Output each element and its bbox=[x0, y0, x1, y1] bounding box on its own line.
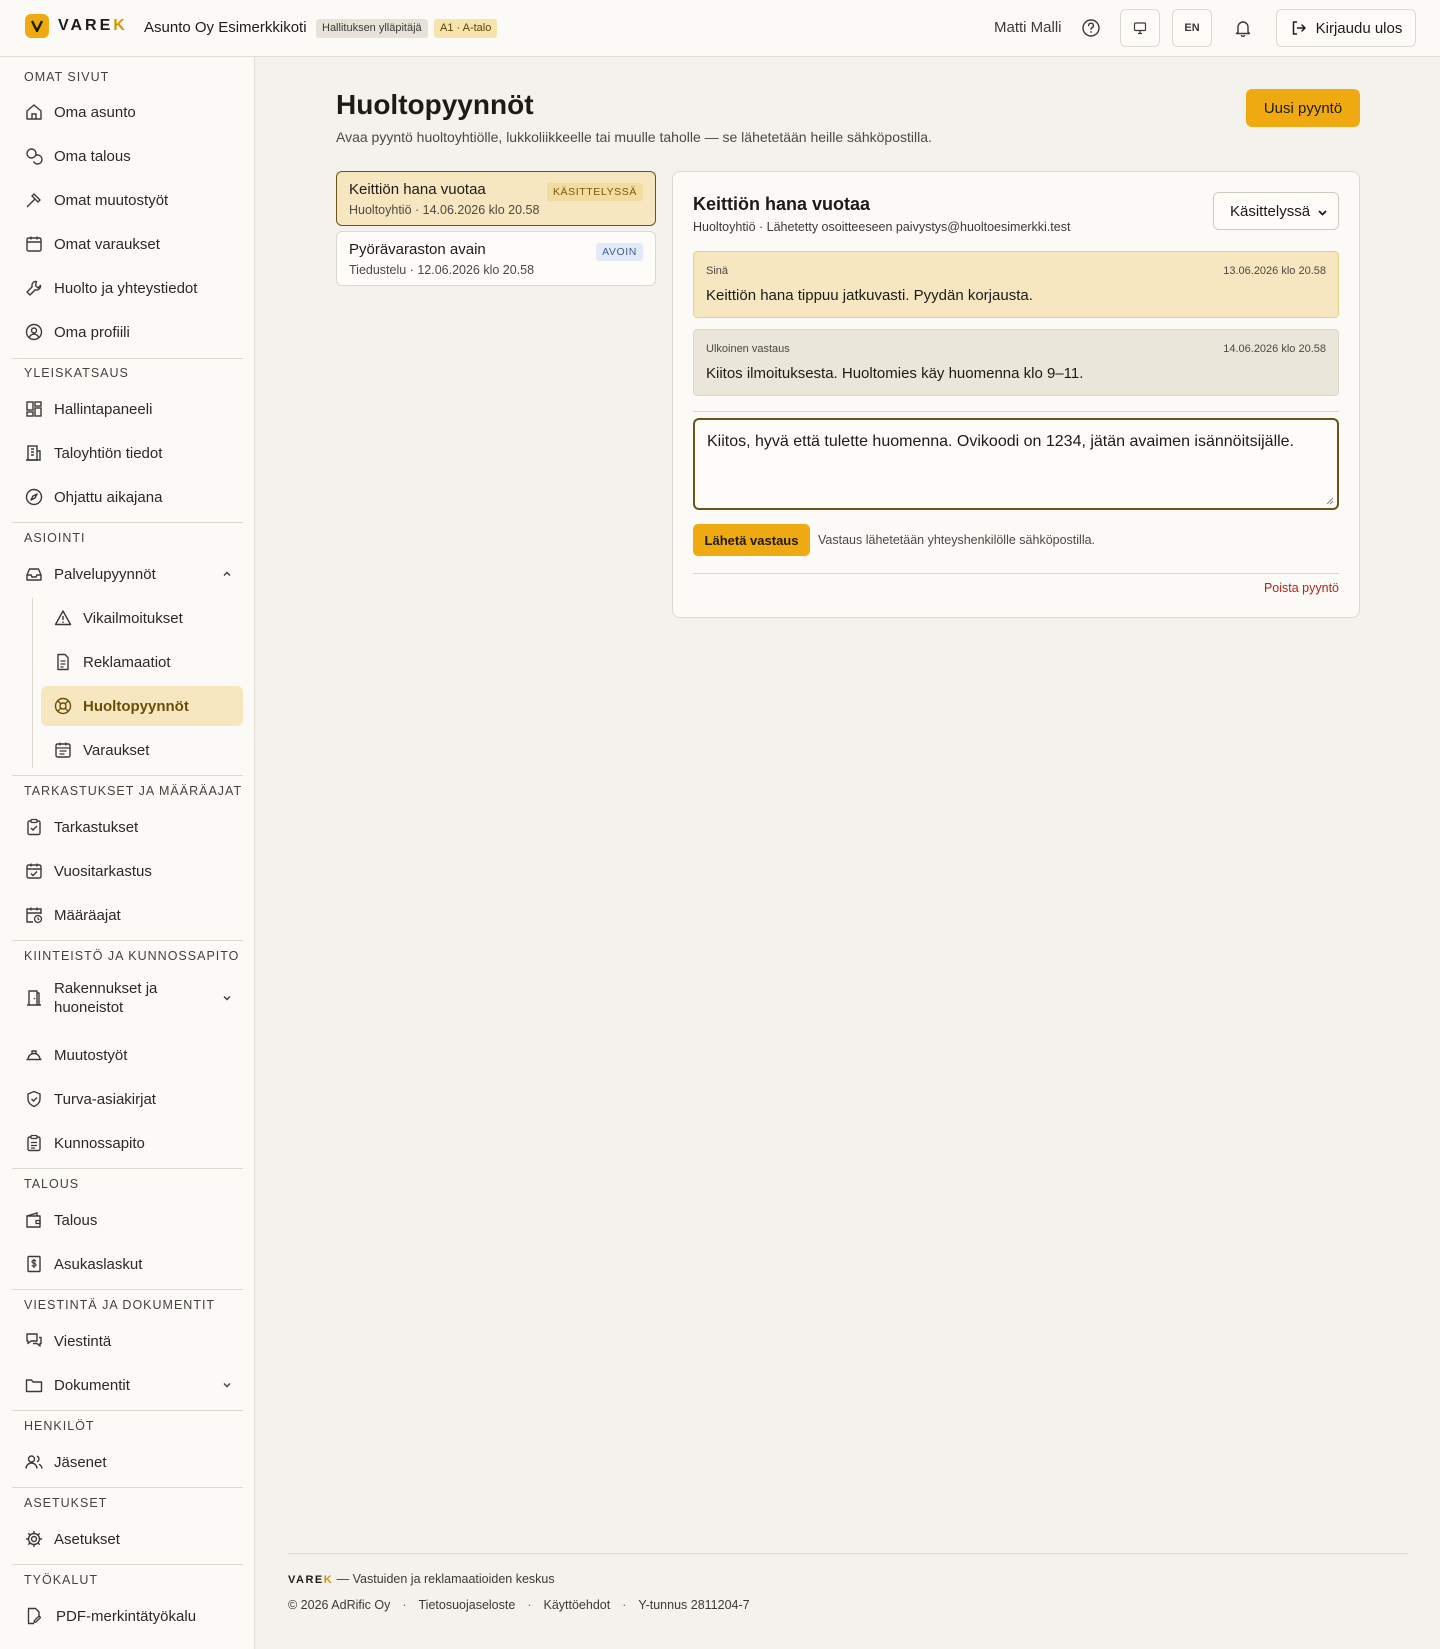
message-body: Keittiön hana tippuu jatkuvasti. Pyydän korjausta. bbox=[706, 287, 1033, 304]
sidebar-item-label: Omat varaukset bbox=[54, 235, 160, 253]
sidebar-item-asukaslaskut[interactable] bbox=[12, 1244, 243, 1284]
footer-terms-link[interactable]: Käyttöehdot bbox=[543, 1598, 611, 1612]
dashboard-icon bbox=[24, 399, 44, 419]
section-tools: TYÖKALUT bbox=[24, 1573, 98, 1587]
sidebar-item-tarkastukset[interactable] bbox=[12, 807, 243, 847]
door-icon bbox=[24, 988, 44, 1008]
sidebar bbox=[0, 57, 255, 1649]
sidebar-item-oma-talous[interactable] bbox=[12, 136, 243, 176]
divider bbox=[12, 522, 243, 523]
brand-wordmark: VAREK bbox=[58, 17, 128, 34]
divider bbox=[12, 940, 243, 941]
divider bbox=[12, 1168, 243, 1169]
footer-separator: · bbox=[402, 1598, 407, 1612]
hardhat-icon bbox=[24, 1045, 44, 1065]
request-title: Pyörävaraston avain bbox=[349, 241, 486, 258]
calendar-icon bbox=[24, 234, 44, 254]
logout-button[interactable] bbox=[1276, 9, 1416, 47]
request-meta: Tiedustelu · 12.06.2026 klo 20.58 bbox=[349, 263, 535, 277]
sidebar-item-label: Huoltopyynnöt bbox=[83, 697, 189, 715]
users-icon bbox=[24, 1452, 44, 1472]
sidebar-item-muutostyot[interactable] bbox=[12, 1035, 243, 1075]
unit-badge: A1 · A-talo bbox=[434, 19, 497, 38]
sidebar-item-vuositarkastus[interactable] bbox=[12, 851, 243, 891]
sidebar-item-pdf-tool[interactable] bbox=[12, 1596, 243, 1636]
invoice-dollar-icon bbox=[24, 1254, 44, 1274]
send-hint: Vastaus lähetetään yhteyshenkilölle sähköpostilla. bbox=[818, 533, 1096, 547]
wallet-icon bbox=[24, 1210, 44, 1230]
sidebar-item-label: Määräajat bbox=[54, 906, 121, 924]
sidebar-item-rakennukset[interactable] bbox=[12, 972, 243, 1024]
monitor-icon bbox=[1133, 21, 1147, 35]
sidebar-item-label: Muutostyöt bbox=[54, 1046, 128, 1064]
sidebar-item-label: Vuositarkastus bbox=[54, 862, 152, 880]
sidebar-item-label: Ohjattu aikajana bbox=[54, 488, 163, 506]
message-body: Kiitos ilmoituksesta. Huoltomies käy huomenna klo 9–11. bbox=[706, 365, 1084, 382]
footer-privacy-link[interactable]: Tietosuojaseloste bbox=[418, 1598, 516, 1612]
footer-tagline: — Vastuiden ja reklamaatioiden keskus bbox=[333, 1572, 555, 1586]
calendar-check-icon bbox=[24, 861, 44, 881]
shield-check-icon bbox=[24, 1089, 44, 1109]
top-bar bbox=[0, 0, 1440, 57]
sidebar-item-viestinta[interactable] bbox=[12, 1321, 243, 1361]
sidebar-item-label: Oma asunto bbox=[54, 103, 136, 121]
calendar-clock-icon bbox=[24, 905, 44, 925]
compass-icon bbox=[24, 487, 44, 507]
sidebar-item-label: Vikailmoitukset bbox=[83, 609, 183, 627]
section-finance: TALOUS bbox=[24, 1177, 80, 1191]
sidebar-item-label: Oma profiili bbox=[54, 323, 130, 341]
sidebar-item-palvelupyynnot[interactable] bbox=[12, 554, 243, 594]
sidebar-item-label: Turva-asiakirjat bbox=[54, 1090, 156, 1108]
divider bbox=[693, 573, 1339, 574]
sidebar-item-label: Tarkastukset bbox=[54, 818, 139, 836]
divider bbox=[12, 1564, 243, 1565]
sidebar-item-hallintapaneeli[interactable] bbox=[12, 389, 243, 429]
reply-textarea[interactable] bbox=[693, 418, 1339, 510]
sidebar-item-talous[interactable] bbox=[12, 1200, 243, 1240]
sidebar-item-label: Kunnossapito bbox=[54, 1134, 145, 1152]
section-own: OMAT SIVUT bbox=[24, 70, 110, 84]
logout-icon bbox=[1290, 19, 1308, 37]
sidebar-item-dokumentit[interactable] bbox=[12, 1365, 243, 1405]
coins-icon bbox=[24, 146, 44, 166]
gear-icon bbox=[24, 1529, 44, 1549]
sidebar-item-huoltopyynnot[interactable] bbox=[41, 686, 243, 726]
section-people: HENKILÖT bbox=[24, 1419, 95, 1433]
sidebar-item-label: Taloyhtiön tiedot bbox=[54, 444, 163, 462]
section-comms: VIESTINTÄ JA DOKUMENTIT bbox=[24, 1298, 216, 1312]
submenu-guide-line bbox=[32, 598, 33, 768]
brand-v-icon bbox=[25, 14, 49, 38]
send-reply-button[interactable]: Lähetä vastaus bbox=[693, 524, 810, 556]
message-author: Sinä bbox=[706, 265, 729, 277]
delete-request-link[interactable]: Poista pyyntö bbox=[1263, 581, 1339, 595]
status-select-value: Käsittelyssä bbox=[1230, 202, 1311, 220]
chevron-down-icon bbox=[221, 1379, 233, 1391]
footer-links bbox=[288, 1598, 750, 1612]
divider bbox=[12, 1289, 243, 1290]
home-icon bbox=[24, 102, 44, 122]
file-pen-icon bbox=[24, 1606, 44, 1626]
sidebar-item-label-line2: huoneistot bbox=[54, 999, 124, 1016]
sidebar-item-label: Omat muutostyöt bbox=[54, 191, 169, 209]
request-detail-panel bbox=[672, 171, 1360, 618]
sidebar-item-omat-varaukset[interactable] bbox=[12, 224, 243, 264]
sidebar-item-label: Talous bbox=[54, 1211, 98, 1229]
language-button[interactable]: EN bbox=[1172, 9, 1212, 47]
request-card-selected[interactable] bbox=[336, 171, 656, 226]
sidebar-item-label-line1: Rakennukset ja bbox=[54, 980, 158, 997]
chevron-down-icon bbox=[1317, 207, 1328, 218]
footer-business-id: Y-tunnus 2811204-7 bbox=[638, 1598, 750, 1612]
user-name[interactable]: Matti Malli bbox=[994, 19, 1062, 36]
request-meta: Huoltoyhtiö · 14.06.2026 klo 20.58 bbox=[349, 203, 540, 217]
sidebar-item-vikailmoitukset[interactable] bbox=[41, 598, 243, 638]
help-icon[interactable] bbox=[1081, 18, 1101, 38]
sidebar-item-huolto[interactable] bbox=[12, 268, 243, 308]
sidebar-item-label: Reklamaatiot bbox=[83, 653, 171, 671]
footer-brand bbox=[288, 1572, 555, 1586]
sidebar-item-varaukset[interactable] bbox=[41, 730, 243, 770]
sidebar-item-label: Palvelupyynnöt bbox=[54, 565, 156, 583]
sidebar-item-label: Viestintä bbox=[54, 1332, 112, 1350]
sidebar-item-reklamaatiot[interactable] bbox=[41, 642, 243, 682]
request-card[interactable] bbox=[336, 231, 656, 286]
sidebar-item-label: PDF-merkintätyökalu bbox=[56, 1607, 197, 1625]
section-inspections: TARKASTUKSET JA MÄÄRÄAJAT bbox=[24, 784, 243, 798]
resize-grip-icon[interactable] bbox=[1326, 497, 1334, 505]
sidebar-item-label: Jäsenet bbox=[54, 1453, 107, 1471]
sidebar-item-maaraajat[interactable] bbox=[12, 895, 243, 935]
inbox-icon bbox=[24, 564, 44, 584]
section-overview: YLEISKATSAUS bbox=[24, 366, 129, 380]
message-external bbox=[693, 329, 1339, 396]
divider bbox=[12, 1487, 243, 1488]
building-icon bbox=[24, 443, 44, 463]
bell-icon[interactable] bbox=[1233, 18, 1253, 38]
sidebar-item-label: Asetukset bbox=[54, 1530, 120, 1548]
footer-divider bbox=[288, 1553, 1408, 1554]
sidebar-item-jasenet[interactable] bbox=[12, 1442, 243, 1482]
request-title: Keittiön hana vuotaa bbox=[349, 181, 486, 198]
wrench-icon bbox=[24, 278, 44, 298]
message-time: 14.06.2026 klo 20.58 bbox=[1223, 343, 1326, 355]
page-subtitle: Avaa pyyntö huoltoyhtiölle, lukkoliikkeelle tai muulle taholle — se lähetetään heille sähköpostilla. bbox=[336, 129, 932, 145]
footer-separator: · bbox=[622, 1598, 627, 1612]
page-title: Huoltopyynnöt bbox=[336, 89, 534, 120]
lifebuoy-icon bbox=[53, 696, 73, 716]
chevron-down-icon bbox=[221, 992, 233, 1004]
sidebar-item-turva[interactable] bbox=[12, 1079, 243, 1119]
divider bbox=[12, 775, 243, 776]
sidebar-item-label: Huolto ja yhteystiedot bbox=[54, 279, 198, 297]
sidebar-item-oma-asunto[interactable] bbox=[12, 92, 243, 132]
organization-name: Asunto Oy Esimerkkikoti bbox=[144, 19, 307, 36]
sidebar-item-kunnossapito[interactable] bbox=[12, 1123, 243, 1163]
status-select[interactable] bbox=[1213, 192, 1339, 230]
message-own bbox=[693, 251, 1339, 318]
brand-logo[interactable] bbox=[25, 14, 128, 38]
message-author: Ulkoinen vastaus bbox=[706, 343, 790, 355]
sidebar-item-label: Oma talous bbox=[54, 147, 131, 165]
sidebar-item-label: Asukaslaskut bbox=[54, 1255, 143, 1273]
sidebar-item-ohjattu-aikajana[interactable] bbox=[12, 477, 243, 517]
reply-text: Kiitos, hyvä että tulette huomenna. Ovikoodi on 1234, jätän avaimen isännöitsijälle. bbox=[707, 433, 1295, 450]
document-icon bbox=[53, 652, 73, 672]
chevron-up-icon bbox=[221, 568, 233, 580]
folder-icon bbox=[24, 1375, 44, 1395]
sidebar-item-omat-muutostyot[interactable] bbox=[12, 180, 243, 220]
logout-label: Kirjaudu ulos bbox=[1315, 19, 1403, 37]
footer-wordmark: VAREK bbox=[288, 1574, 334, 1586]
detail-title: Keittiön hana vuotaa bbox=[693, 194, 871, 214]
detail-meta: Huoltoyhtiö · Lähetetty osoitteeseen paivystys@huoltoesimerkki.test bbox=[693, 220, 1071, 234]
footer-copyright: © 2026 AdRific Oy bbox=[288, 1598, 391, 1612]
message-time: 13.06.2026 klo 20.58 bbox=[1223, 265, 1326, 277]
hammer-icon bbox=[24, 190, 44, 210]
footer-separator: · bbox=[527, 1598, 532, 1612]
sidebar-item-oma-profiili[interactable] bbox=[12, 312, 243, 352]
sidebar-item-label: Varaukset bbox=[83, 741, 150, 759]
divider bbox=[693, 411, 1339, 412]
status-badge: AVOIN bbox=[596, 243, 643, 261]
display-mode-button[interactable] bbox=[1120, 9, 1160, 47]
calendar-list-icon bbox=[53, 740, 73, 760]
warning-icon bbox=[53, 608, 73, 628]
status-badge: KÄSITTELYSSÄ bbox=[547, 183, 643, 201]
sidebar-item-asetukset[interactable] bbox=[12, 1519, 243, 1559]
sidebar-item-taloyhtion-tiedot[interactable] bbox=[12, 433, 243, 473]
user-circle-icon bbox=[24, 322, 44, 342]
divider bbox=[12, 358, 243, 359]
clipboard-check-icon bbox=[24, 817, 44, 837]
divider bbox=[12, 1410, 243, 1411]
section-property: KIINTEISTÖ JA KUNNOSSAPITO bbox=[24, 949, 240, 963]
sidebar-item-label: Dokumentit bbox=[54, 1376, 130, 1394]
new-request-button[interactable]: Uusi pyyntö bbox=[1246, 89, 1360, 127]
role-badge: Hallituksen ylläpitäjä bbox=[316, 19, 428, 38]
sidebar-item-label: Hallintapaneeli bbox=[54, 400, 153, 418]
clipboard-list-icon bbox=[24, 1133, 44, 1153]
section-services: ASIOINTI bbox=[24, 531, 86, 545]
section-settings: ASETUKSET bbox=[24, 1496, 108, 1510]
chat-icon bbox=[24, 1331, 44, 1351]
